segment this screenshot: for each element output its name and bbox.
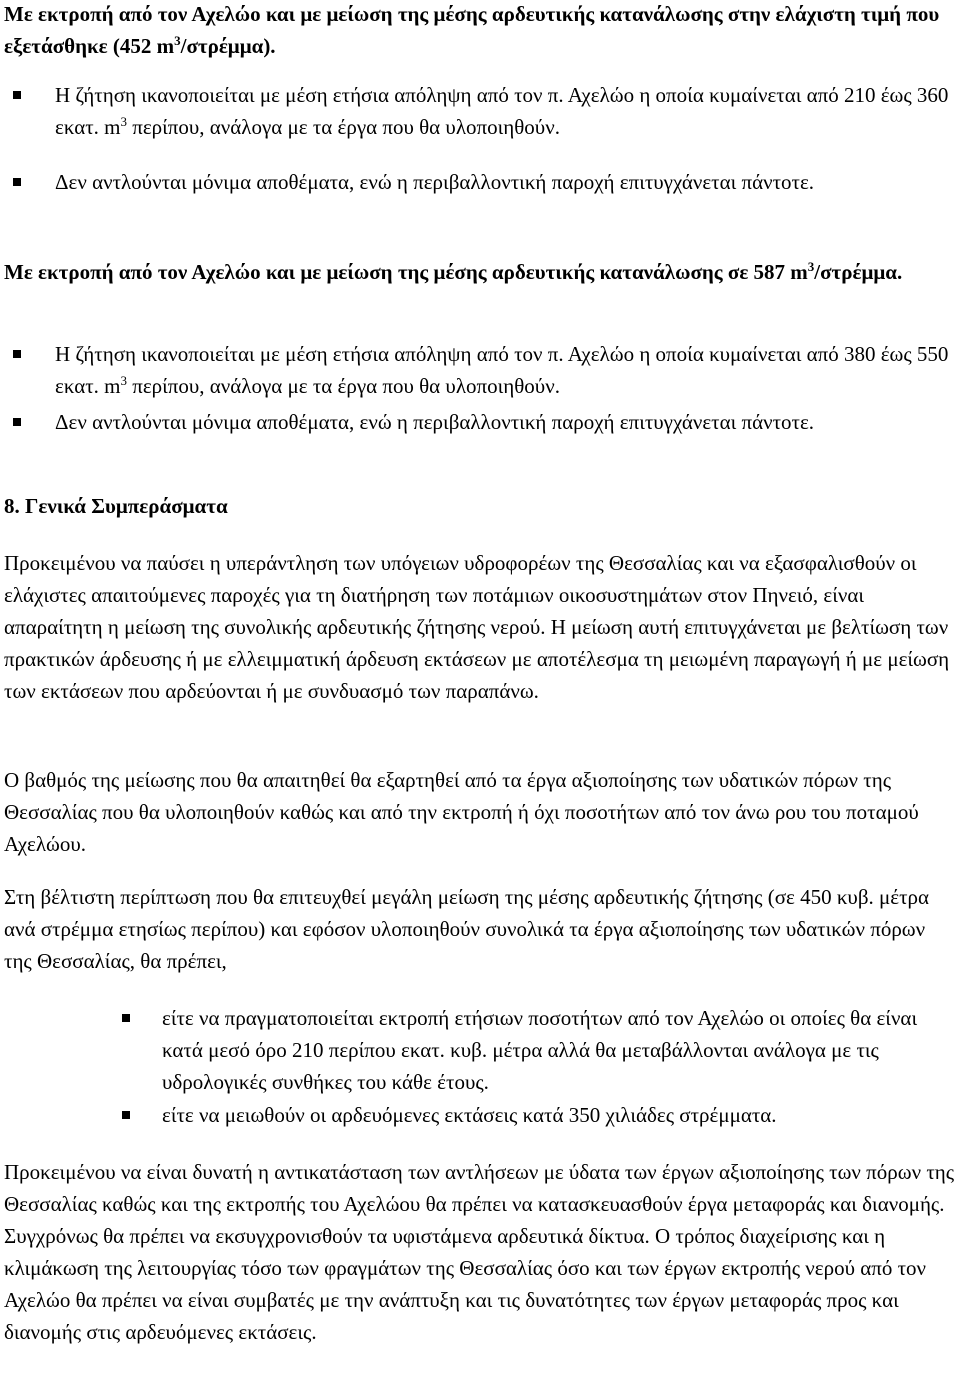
paragraph: Ο βαθμός της μείωσης που θα απαιτηθεί θα εξαρτηθεί από τα έργα αξιοποίησης των υδατικών πόρων της Θεσσαλίας που θα υλοποιηθούν καθώς και από την εκτροπή ή όχι ποσοτήτων από τον άνω ρου του ποταμού Αχελώου. [4, 768, 919, 856]
bullet-item: είτε να μειωθούν οι αρδευόμενες εκτάσεις κατά 350 χιλιάδες στρέμματα. [122, 1099, 960, 1131]
bullet-item: Δεν αντλούνται μόνιμα αποθέματα, ενώ η περιβαλλοντική παροχή επιτυγχάνεται πάντοτε. [13, 166, 913, 198]
paragraph: Προκειμένου να είναι δυνατή η αντικατάσταση των αντλήσεων με ύδατα των έργων αξιοποίησης των πόρων της Θεσσαλίας καθώς και της εκτροπής του Αχελώου θα πρέπει να κατασκευασθούν έργα μεταφοράς και διανομής. Συγχρόνως θα πρέπει να εκσυγχρονισθούν τα υφιστάμενα αρδευτικά δίκτυα. Ο τρόπος διαχείρισης και η κλιμάκωση της λειτουργίας τόσο των φραγμάτων της Θεσσαλίας όσο και των έργων εκτροπής νερού από τον Αχελώο θα πρέπει να είναι συμβατές με την ανάπτυξη και τις δυνατότητες των έργων μεταφοράς προς και διανομής στις αρδευόμενες εκτάσεις. [4, 1160, 955, 1344]
scenario-heading-452: Με εκτροπή από τον Αχελώο και με μείωση της μέσης αρδευτικής κατανάλωσης στην ελάχιστη τιμή που εξετάσθηκε (452 $m^3/\sigma\tau\rho έ\mu\mu\alpha$). [4, 2, 940, 58]
scenario-heading-587: Με εκτροπή από τον Αχελώο και με μείωση της μέσης αρδευτικής κατανάλωσης σε 587 $m^3$/στρέμμα. [4, 259, 903, 284]
bullet-item: Η ζήτηση ικανοποιείται με μέση ετήσια απόληψη από τον π. Αχελώο η οποία κυμαίνεται από 380 έως 550 εκατ. $m^3$ περίπου, ανάλογα με τα έργα που θα υλοποιηθούν. [13, 338, 913, 402]
section-heading: 8. Γενικά Συμπεράσματα [4, 494, 228, 518]
square-bullet-icon [122, 1014, 130, 1022]
square-bullet-icon [13, 350, 21, 358]
bullet-item: είτε να πραγματοποιείται εκτροπή ετήσιων ποσοτήτων από τον Αχελώο οι οποίες θα είναι κατά μεσό όρο 210 περίπου εκατ. κυβ. μέτρα αλλά θα μεταβάλλονται ανάλογα με τις υδρολογικές συνθήκες του κάθε έτους. [122, 1002, 960, 1098]
bullet-item: Η ζήτηση ικανοποιείται με μέση ετήσια απόληψη από τον π. Αχελώο η οποία κυμαίνεται από 210 έως 360 εκατ. $m^3$ περίπου, ανάλογα με τα έργα που θα υλοποιηθούν. [13, 79, 913, 143]
paragraph: Προκειμένου να παύσει η υπεράντληση των υπόγειων υδροφορέων της Θεσσαλίας και να εξασφαλισθούν οι ελάχιστες απαιτούμενες παροχές για τη διατήρηση των ποτάμιων οικοσυστημάτων στον Πηνειό, είναι απαραίτητη η μείωση της συνολικής αρδευτικής ζήτησης νερού. Η μείωση αυτή επιτυγχάνεται με βελτίωση των πρακτικών άρδευσης ή με ελλειμματική άρδευση εκτάσεων με αποτέλεσμα τη μειωμένη παραγωγή ή με μείωση των εκτάσεων που αρδεύονται ή με συνδυασμό των παραπάνω. [4, 551, 950, 703]
bullet-item: Δεν αντλούνται μόνιμα αποθέματα, ενώ η περιβαλλοντική παροχή επιτυγχάνεται πάντοτε. [13, 406, 913, 438]
square-bullet-icon [13, 91, 21, 99]
square-bullet-icon [122, 1111, 130, 1119]
square-bullet-icon [13, 178, 21, 186]
square-bullet-icon [13, 418, 21, 426]
paragraph: Στη βέλτιστη περίπτωση που θα επιτευχθεί μεγάλη μείωση της μέσης αρδευτικής ζήτησης (σε 450 κυβ. μέτρα ανά στρέμμα ετησίως περίπου) και εφόσον υλοποιηθούν συνολικά τα έργα αξιοποίησης των υδατικών πόρων της Θεσσαλίας, θα πρέπει, [4, 885, 930, 973]
